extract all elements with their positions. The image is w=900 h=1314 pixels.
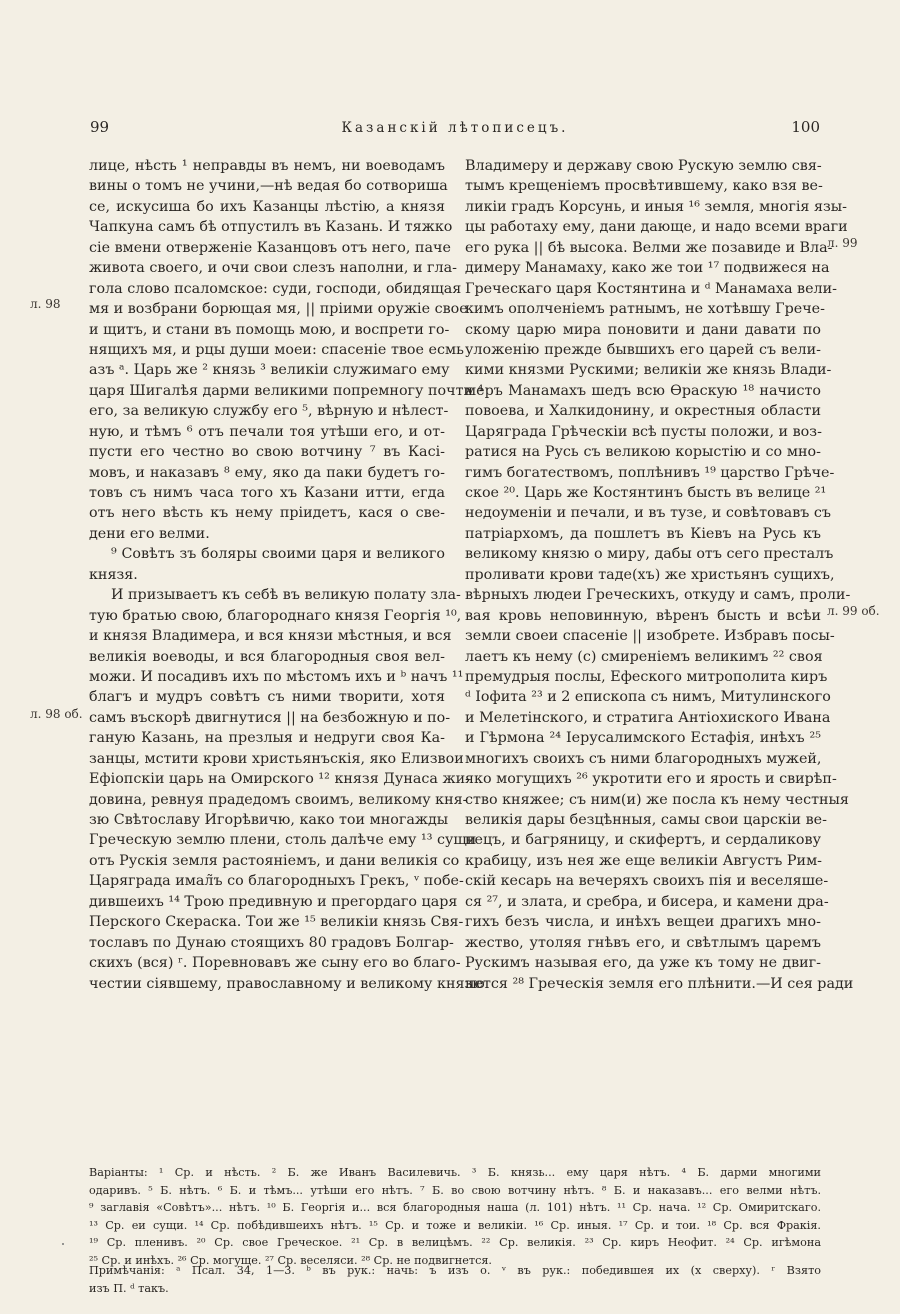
text-line: и князя Владимера, и вся князи мѣстныя, и вся	[89, 628, 452, 645]
text-line: князя.	[89, 566, 138, 583]
text-line: ⁹ Совѣтъ зъ боляры своими царя и великого	[111, 546, 445, 563]
text-line: нящихъ мя, и рцы души моеи: спасеніе твое есмь	[89, 341, 464, 358]
margin-note-leaf-98: л. 98	[30, 297, 61, 311]
text-line: лаетъ къ нему (с) смиреніемъ великимъ ²² своя	[465, 648, 823, 665]
running-header	[90, 118, 820, 140]
text-line: тославъ по Дунаю стоящихъ 80 градовъ Болгар-	[89, 934, 454, 951]
text-line: мя и возбрани борющая мя, || пріими оружіе свое	[89, 301, 468, 318]
margin-note-leaf-98-verso: л. 98 об.	[30, 707, 83, 721]
text-line: и Мелетінского, и стратига Антіохиского Ивана	[465, 709, 831, 726]
text-line: Греческую землю плени, столь далѣче ему ¹³ сущи	[89, 832, 477, 849]
text-line: кимъ ополченіемъ ратнымъ, не хотѣвшу Грече-	[465, 301, 825, 318]
text-line: жество, утоляя гнѣвъ его, и свѣтлымъ царемъ	[465, 934, 821, 951]
text-line: кими князми Рускими; великіи же князь Влади-	[465, 362, 832, 379]
text-line: благъ и мудръ совѣтъ съ ними творити, хотя	[89, 689, 445, 706]
margin-note-leaf-99-verso: л. 99 об.	[827, 604, 880, 618]
text-line: вѣрныхъ людеи Греческихъ, откуду и самъ, проли-	[465, 587, 851, 604]
text-line: вины о томъ не учини,—нѣ ведая бо сотвориша	[89, 178, 448, 195]
text-line: товъ съ нимъ часа того хъ Казани итти, егда	[89, 485, 445, 501]
text-line: многихъ своихъ съ ними благородныхъ мужей,	[465, 750, 822, 767]
text-line: честии сіявшему, православному и великому князю	[89, 975, 485, 992]
text-line: тымъ крещеніемъ просвѣтившему, како взя ве-	[465, 178, 823, 195]
text-line: вая кровь неповинную, вѣренъ бысть и всѣи	[465, 607, 821, 624]
text-line: можи. И посадивъ ихъ по мѣстомъ ихъ и ᵇ начъ ¹¹	[89, 668, 464, 685]
text-line: крабицу, изъ нея же еще великіи Августъ Рим-	[465, 852, 823, 869]
text-line: отъ него вѣсть къ нему пріидетъ, кася о све-	[89, 505, 445, 522]
page-number-right: 100	[791, 118, 820, 136]
text-line: Рускимъ называя его, да уже къ тому не двиг-	[465, 955, 821, 972]
text-line: ское ²⁰. Царь же Костянтинъ бысть въ велице ²¹	[465, 485, 827, 501]
margin-note-leaf-99: л. 99	[827, 236, 858, 250]
text-line: Перского Скераска. Тои же ¹⁵ великіи князь Свя-	[89, 914, 464, 931]
page-number-left: 99	[90, 118, 110, 136]
text-line: гола слово псаломское: суди, господи, обидящая	[89, 280, 462, 297]
text-line: Чапкуна самъ бѣ отпустилъ въ Казань. И тяжко	[89, 219, 453, 236]
text-line: ство княжее; съ ним(и) же посла къ нему честныя	[465, 791, 849, 808]
text-line: ᵈ Іофита ²³ и 2 епископа съ нимъ, Митулинского	[465, 689, 831, 706]
text-line: ликіи градъ Корсунь, и иныя ¹⁶ земля, многія язы-	[465, 198, 848, 215]
text-line: самъ въскорѣ двигнутися || на безбожную и по-	[89, 709, 451, 726]
text-line: гихъ безъ числа, и инѣхъ вещеи драгихъ мно-	[465, 914, 821, 931]
text-line: его рука || бѣ высока. Велми же позавиде и Вла-	[465, 239, 833, 256]
text-line: азъ ᵃ. Царь же ² князь ³ великіи служимаго ему	[89, 362, 450, 379]
text-line: Царяграда Грѣческіи всѣ пусты положи, и воз-	[465, 423, 822, 440]
text-line: лице, нѣсть ¹ неправды въ немъ, ни воеводамъ	[89, 158, 445, 174]
text-line: его, за великую службу его ⁵, вѣрную и нѣлест-	[89, 403, 449, 420]
text-line: скихъ (вся) ʳ. Поревновавъ же сыну его во благо-	[89, 955, 461, 972]
text-line: великія воеводы, и вся благородныя своя вел-	[89, 648, 445, 665]
variant-line: ⁹ заглавія «Совѣтъ»... нѣтъ. ¹⁰ Б. Георгія и... вся благородныя наша (л. 101) нѣтъ. ¹¹ Ср. нача. ¹² Ср. Омиритскаго.	[89, 1201, 821, 1214]
text-line: меръ Манамахъ шедъ всю Ѳраскую ¹⁸ начисто	[465, 382, 821, 399]
text-line: недоуменіи и печали, и въ тузе, и совѣтовавъ съ	[465, 505, 831, 522]
text-line: скому царю мира поновити и дани давати по	[465, 321, 821, 338]
text-line: довина, ревнуя прадедомъ своимъ, великому кня-	[89, 791, 468, 808]
text-line: Греческаго царя Костянтина и ᵈ Манамаха вели-	[465, 280, 837, 297]
text-line: патріархомъ, да пошлетъ въ Кіевъ на Русь къ	[465, 525, 821, 542]
text-line: царя Шигалѣя дарми великими попремногу почти ⁴	[89, 382, 484, 399]
variant-readings	[89, 1164, 821, 1269]
running-title: Казанскій лѣтописецъ.	[341, 120, 569, 136]
variant-line: одаривъ. ⁵ Б. нѣтъ. ⁶ Б. и тѣмъ... утѣши его нѣтъ. ⁷ Б. во свою вотчину нѣтъ. ⁸ Б. и наказавъ... его велми нѣтъ.	[89, 1183, 821, 1197]
text-line: дени его велми.	[89, 525, 210, 542]
text-line: великія дары безцѣнныя, самы свои царскіи ве-	[465, 812, 827, 828]
text-line: проливати крови таде(хъ) же христьянъ сущихъ,	[465, 566, 835, 583]
remark-line: Примѣчанія: ᵃ Псал. 34, 1—3. ᵇ въ рук.: начь: ъ изъ о. ᵛ въ рук.: победившея их (х сверху). ʳ Взято	[89, 1264, 821, 1277]
text-line: скій кесарь на вечеряхъ своихъ пія и веселяше-	[465, 873, 829, 890]
text-line: великому князю о миру, дабы отъ сего престалъ	[465, 546, 834, 563]
variant-line: ¹³ Ср. еи сущи. ¹⁴ Ср. побѣдившеихъ нѣтъ. ¹⁵ Ср. и тоже и великіи. ¹⁶ Ср. иныя. ¹⁷ Ср. и тои. ¹⁸ Ср. вся Фракія.	[89, 1218, 821, 1232]
text-line: яко могущихъ ²⁶ укротити его и ярость и свирѣп-	[465, 771, 837, 788]
variant-line: ¹⁹ Ср. пленивъ. ²⁰ Ср. свое Греческое. ²¹ Ср. в велицѣмъ. ²² Ср. великія. ²³ Ср. киръ Неофит. ²⁴ Ср. игѣмона	[89, 1236, 821, 1249]
text-line: и Гѣрмона ²⁴ Іерусалимского Естафія, инѣхъ ²⁵	[465, 730, 821, 747]
text-line: сіе вмени отверженіе Казанцовъ отъ него, паче	[89, 239, 451, 256]
text-line: ную, и тѣмъ ⁶ отъ печали тоя утѣши его, и от-	[89, 423, 445, 440]
text-line: и щитъ, и стани въ помощь мою, и воспрети го-	[89, 321, 450, 338]
text-line: живота своего, и очи свои слезъ наполни, и гла-	[89, 260, 457, 277]
text-line: се, искусиша бо ихъ Казанцы лѣстію, а князя	[89, 198, 445, 215]
text-line: Царяграда имал̃ъ со благородныхъ Грекъ, ᵛ побе-	[89, 873, 464, 890]
text-line: повоева, и Халкидонину, и окрестныя области	[465, 403, 821, 420]
text-line: мовъ, и наказавъ ⁸ ему, яко да паки будетъ го-	[89, 464, 445, 481]
text-line: ся ²⁷, и злата, и сребра, и бисера, и камени дра-	[465, 893, 829, 910]
text-line: гимъ богатествомъ, поплѣнивъ ¹⁹ царство Грѣче-	[465, 464, 835, 481]
text-line: премудрыя послы, Ефеского митрополита киръ	[465, 668, 828, 685]
text-line: отъ Рускія земля растояніемъ, и дани великія со	[89, 852, 460, 869]
text-line: нецъ, и багряницу, и скифертъ, и сердаликову	[465, 832, 821, 849]
text-line: ганую Казань, на презлыя и недруги своя Ка-	[89, 730, 445, 747]
text-line: нется ²⁸ Греческія земля его плѣнити.—И сея ради	[465, 975, 854, 992]
left-text-column	[89, 156, 485, 994]
text-line: земли своеи спасеніе || изобрете. Избравъ посы-	[465, 628, 835, 645]
variant-line: ²⁵ Ср. и инѣхъ. ²⁶ Ср. могуще. ²⁷ Ср. веселяси. ²⁸ Ср. не подвигнется.	[89, 1253, 492, 1267]
text-line: Владимеру и державу свою Рускую землю свя-	[465, 158, 822, 174]
text-line: тую братью свою, благороднаго князя Георгія ¹⁰,	[89, 607, 462, 624]
variant-line: Варіанты: ¹ Ср. и нѣсть. ² Б. же Иванъ Василевичь. ³ Б. князь... ему царя нѣтъ. ⁴ Б. дарми многими	[89, 1166, 821, 1179]
text-line: зю Свѣтославу Игорѣвичю, како тои многажды	[89, 812, 449, 828]
text-line: Ефіопскіи царь на Омирского ¹² князя Дунаса жи-	[89, 771, 470, 788]
text-line: димеру Манамаху, како же тои ¹⁷ подвижеся на	[465, 260, 830, 277]
remark-line: изъ П. ᵈ такъ.	[89, 1281, 169, 1295]
text-line: пусти его честно во свою вотчину ⁷ въ Касі-	[89, 444, 445, 461]
text-line: дившеихъ ¹⁴ Трою предивную и прегордаго царя	[89, 893, 458, 910]
editorial-remarks	[89, 1262, 821, 1297]
paper-speck	[62, 1243, 64, 1245]
text-line: ратися на Русь съ великою корыстію и со мно-	[465, 444, 821, 461]
text-line: уложенію прежде бывшихъ его царей съ вели-	[465, 341, 821, 358]
text-line: занцы, мстити крови христьянъскія, яко Елизвои	[89, 750, 464, 767]
text-line: цы работаху ему, дани дающе, и надо всеми враги	[465, 219, 848, 236]
text-line: И призываетъ къ себѣ въ великую полату зла-	[111, 587, 461, 604]
